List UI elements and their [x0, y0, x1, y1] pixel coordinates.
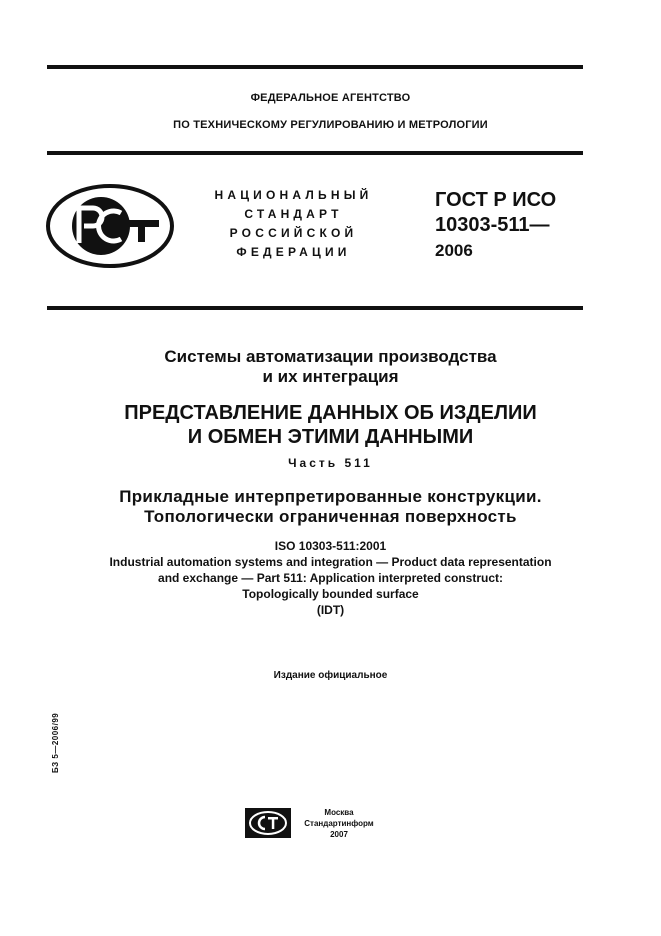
designation-line-2: 10303-511— [435, 214, 550, 236]
national-line-3: РОССИЙСКОЙ [229, 226, 358, 240]
designation-year: 2006 [435, 241, 473, 260]
subtitle-line-2: Топологически ограниченная поверхность [144, 507, 517, 526]
main-title-line-2: И ОБМЕН ЭТИМИ ДАННЫМИ [187, 426, 474, 448]
side-code: БЗ 5—2006/99 [51, 712, 60, 773]
iso-line-2: Industrial automation systems and integration — Product data representation [109, 555, 552, 569]
subtitle-line-1: Прикладные интерпретированные конструкции. [119, 487, 542, 506]
designation-line-1: ГОСТ Р ИСО [435, 189, 557, 211]
standartinform-logo-icon [244, 807, 292, 839]
iso-line-4: Topologically bounded surface [242, 587, 419, 601]
national-line-4: ФЕДЕРАЦИИ [236, 245, 351, 259]
national-line-1: НАЦИОНАЛЬНЫЙ [214, 188, 373, 202]
lower-rule [47, 306, 583, 310]
publisher-info [296, 807, 382, 840]
publisher-name: Стандартинформ [304, 819, 374, 828]
part-number: Часть 511 [288, 456, 373, 470]
title-line-1: Системы автоматизации производства [164, 347, 497, 366]
national-line-2: СТАНДАРТ [244, 207, 343, 221]
agency-line-1: ФЕДЕРАЛЬНОЕ АГЕНТСТВО [250, 92, 411, 104]
iso-reference [0, 538, 661, 618]
title-line-2: и их интеграция [262, 367, 399, 386]
national-standard-label [196, 186, 391, 262]
top-rule [47, 65, 583, 69]
publisher-year: 2007 [330, 830, 348, 839]
gost-r-logo-icon [45, 183, 175, 269]
main-title-line-1: ПРЕДСТАВЛЕНИЕ ДАННЫХ ОБ ИЗДЕЛИИ [124, 402, 537, 424]
iso-line-5: (IDT) [316, 603, 345, 617]
agency-line-2: ПО ТЕХНИЧЕСКОМУ РЕГУЛИРОВАНИЮ И МЕТРОЛОГИИ [173, 119, 488, 131]
standard-designation [435, 188, 605, 263]
upper-rule [47, 151, 583, 155]
iso-line-1: ISO 10303-511:2001 [274, 539, 387, 553]
iso-line-3: and exchange — Part 511: Application interpreted construct: [158, 571, 503, 585]
publisher-city: Москва [324, 808, 354, 817]
edition-label: Издание официальное [273, 670, 388, 681]
